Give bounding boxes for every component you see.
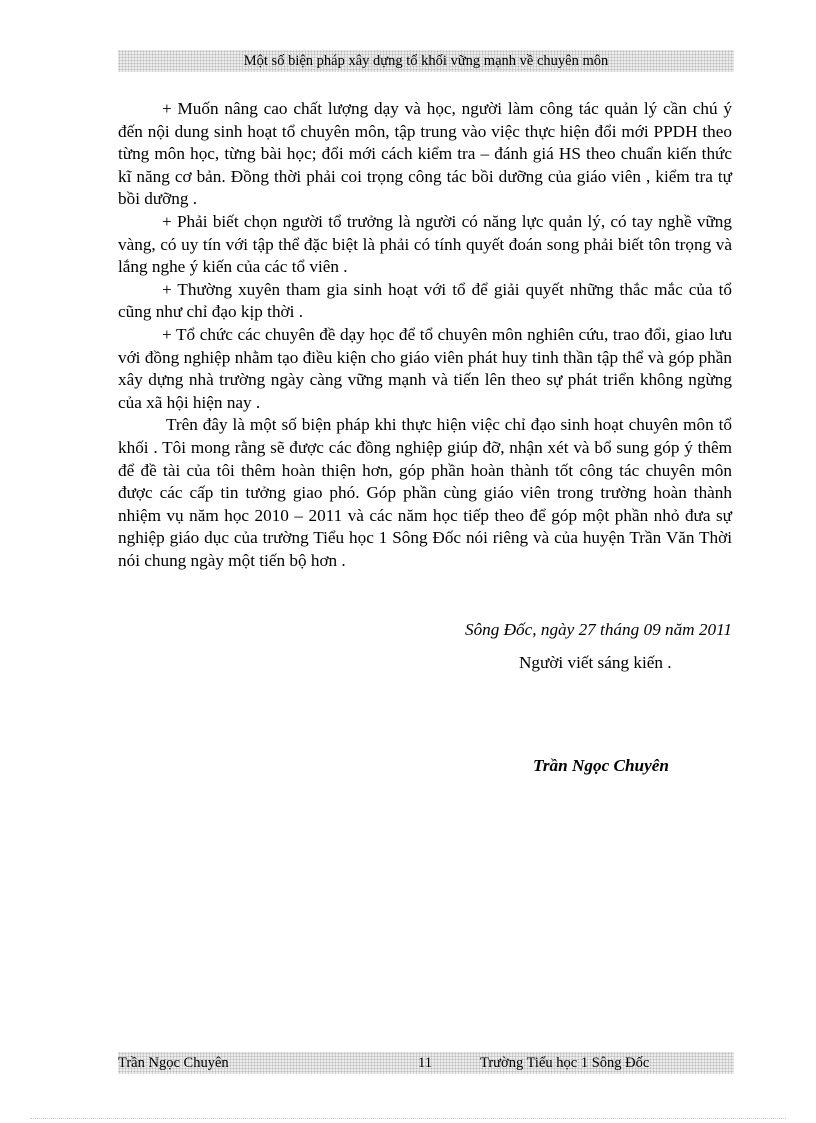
body-paragraph: Trên đây là một số biện pháp khi thực hiện việc chỉ đạo sinh hoạt chuyên môn tổ khối . Tôi mong rằng sẽ được các đồng nghiệp giúp đỡ, nhận xét và bổ sung góp ý thêm để đề tài của tôi thêm hoàn thiện hơn, góp phần hoàn thành tốt công tác chuyên môn được các cấp tin tưởng giao phó. Góp phần cùng giáo viên trong trường hoàn thành nhiệm vụ năm học 2010 – 2011 và các năm học tiếp theo để góp một phần nhỏ đưa sự nghiệp giáo dục của trường Tiểu học 1 Sông Đốc nói riêng và của huyện Trần Văn Thời nói chung ngày một tiến bộ hơn .: [118, 415, 732, 570]
body-paragraph: + Tổ chức các chuyên đề dạy học để tổ chuyên môn nghiên cứu, trao đổi, giao lưu với đồng nghiệp nhằm tạo điều kiện cho giáo viên phát huy tinh thần tập thể và góp phần xây dựng nhà trường ngày càng vững mạnh và tiến lên theo sự phát triển không ngừng của xã hội hiện nay .: [118, 324, 732, 412]
body-paragraph: + Muốn nâng cao chất lượng dạy và học, người làm công tác quản lý cần chú ý đến nội dung sinh hoạt tổ chuyên môn, tập trung vào việc thực hiện đổi mới PPDH theo từng môn học, từng bài học; đổi mới cách kiểm tra – đánh giá HS theo chuẩn kiến thức kĩ năng cơ bản. Đồng thời phải coi trọng công tác bồi dưỡng của giáo viên , kiểm tra tự bồi dưỡng .: [118, 99, 732, 209]
header-title: Một số biện pháp xây dựng tổ khối vững mạnh về chuyên môn: [243, 53, 609, 69]
page-header: [118, 50, 734, 72]
signature-writer-label: Người viết sáng kiến .: [519, 653, 672, 672]
page-bottom-divider: [30, 1118, 786, 1119]
footer-author: Trần Ngọc Chuyên: [118, 1055, 229, 1071]
footer-page-number: 11: [418, 1055, 432, 1071]
signature-place-date: Sông Đốc, ngày 27 tháng 09 năm 2011: [464, 620, 732, 639]
body-paragraph: + Phải biết chọn người tổ trưởng là người có năng lực quản lý, có tay nghề vững vàng, có uy tín với tập thể đặc biệt là phải có tính quyết đoán song phải biết tôn trọng và lắng nghe ý kiến của các tổ viên .: [118, 211, 732, 277]
body-paragraph: + Thường xuyên tham gia sinh hoạt với tổ để giải quyết những thắc mắc của tổ cũng như chỉ đạo kịp thời .: [118, 279, 732, 322]
page-footer: [118, 1052, 734, 1074]
signature-name: Trần Ngọc Chuyên: [533, 756, 669, 775]
document-body: [118, 98, 732, 572]
footer-school: Trường Tiểu học 1 Sông Đốc: [480, 1055, 650, 1071]
